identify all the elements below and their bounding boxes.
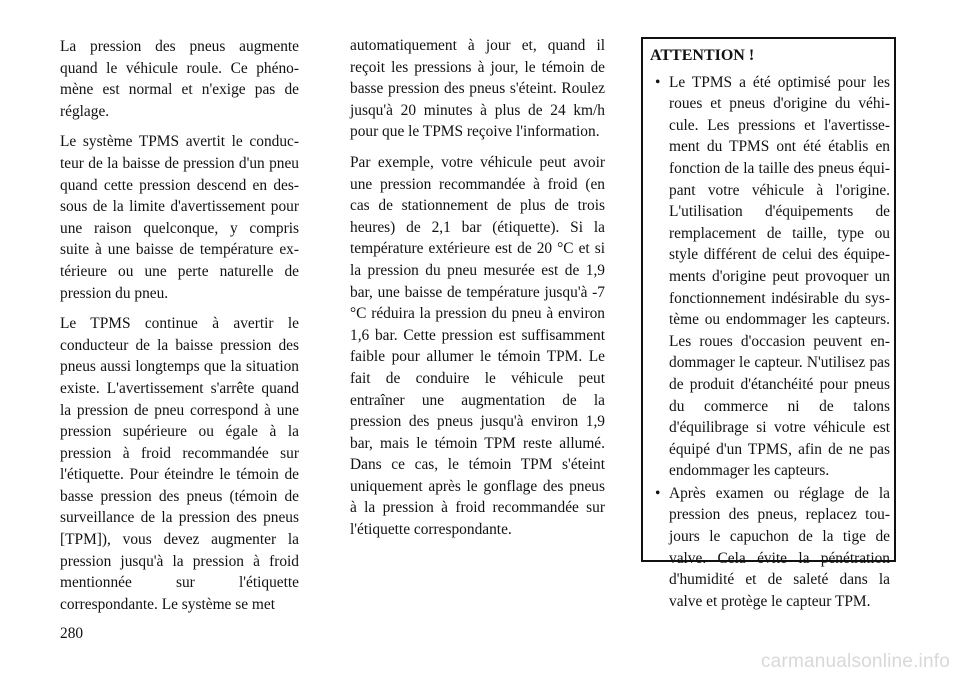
attention-item bbox=[650, 72, 890, 482]
attention-item-text: Après examen ou réglage de la pression des pneus, replacez toujours le capuchon de la tige de valve. Cela évite la pénétration d'humidité et de saleté dans la valve et protège le capteur TPM. bbox=[669, 484, 890, 610]
attention-title: ATTENTION ! bbox=[650, 47, 755, 64]
paragraph: Par exemple, votre véhicule peut avoir une pression recommandée à froid (en cas de stationnement de plus de trois heures) de 2,1 bar (étiquette). Si la température extérieure est de 20 °C et si la pression du pneu mesurée est de 1,9 bar, une baisse de température jusqu'à -7 °C réduira la pression du pneu à environ 1,6 bar. Cette pression est suffisamment faible pour allumer le témoin TPM. Le fait de conduire le véhicule peut entraîner une augmentation de la pression des pneus jusqu'à environ 1,9 bar, mais le témoin TPM reste allumé. Dans ce cas, le témoin TPM s'éteint uniquement après le gonflage des pneus à la pression à froid recommandée sur l'étiquette correspondante. bbox=[350, 153, 605, 539]
attention-list bbox=[650, 72, 890, 613]
page-number: 280 bbox=[60, 625, 84, 642]
text-column-middle bbox=[350, 35, 605, 550]
paragraph: Le TPMS continue à avertir le conducteur de la baisse pression des pneus aussi longtemps que la situation existe. L'avertissement s'arrête quand la pression de pneu correspond à une pression supérieure ou égale à la pression à froid recommandée sur l'étiquette. Pour éteindre le témoin de basse pression des pneus (témoin de surveillance de la pression des pneus [TPM]), vous devez augmenter la pression jusqu'à la pression à froid mentionnée sur l'étiquette correspondante. Le système se met bbox=[60, 315, 299, 613]
bullet-icon: • bbox=[655, 73, 661, 91]
paragraph: La pression des pneus augmente quand le véhicule roule. Ce phénomène est normal et n'exige pas de réglage. bbox=[60, 38, 299, 120]
watermark: carmanualsonline.info bbox=[760, 651, 950, 672]
text-column-left bbox=[60, 36, 299, 624]
paragraph: Le système TPMS avertit le conducteur de la baisse de pression d'un pneu quand cette pression descend en dessous de la limite d'avertissement pour une raison quelconque, y compris suite à une baisse de température extérieure ou une perte naturelle de pression du pneu. bbox=[60, 133, 299, 302]
paragraph: automatiquement à jour et, quand il reçoit les pressions à jour, le témoin de basse pression des pneus s'éteint. Roulez jusqu'à 20 minutes à plus de 24 km/h pour que le TPMS reçoive l'information. bbox=[350, 37, 605, 141]
attention-box bbox=[641, 37, 896, 610]
attention-item bbox=[650, 483, 890, 613]
attention-item-text: Le TPMS a été optimisé pour les roues et pneus d'origine du véhicule. Les pressions et l'avertissement du TPMS ont été établis en fonction de la taille des pneus équipant votre véhicule à l'origine. L'utilisation d'équipements de remplacement de taille, type ou style différent de celui des équipements d'origine peut provoquer un fonctionnement indésirable du système ou endommager les capteurs. Les roues d'occasion peuvent endommager le capteur. N'utilisez pas de produit d'étanchéité pour pneus du commerce ni de talons d'équilibrage si votre véhicule est équipé d'un TPMS, afin de ne pas endommager les capteurs. bbox=[669, 73, 890, 480]
bullet-icon: • bbox=[655, 484, 661, 502]
